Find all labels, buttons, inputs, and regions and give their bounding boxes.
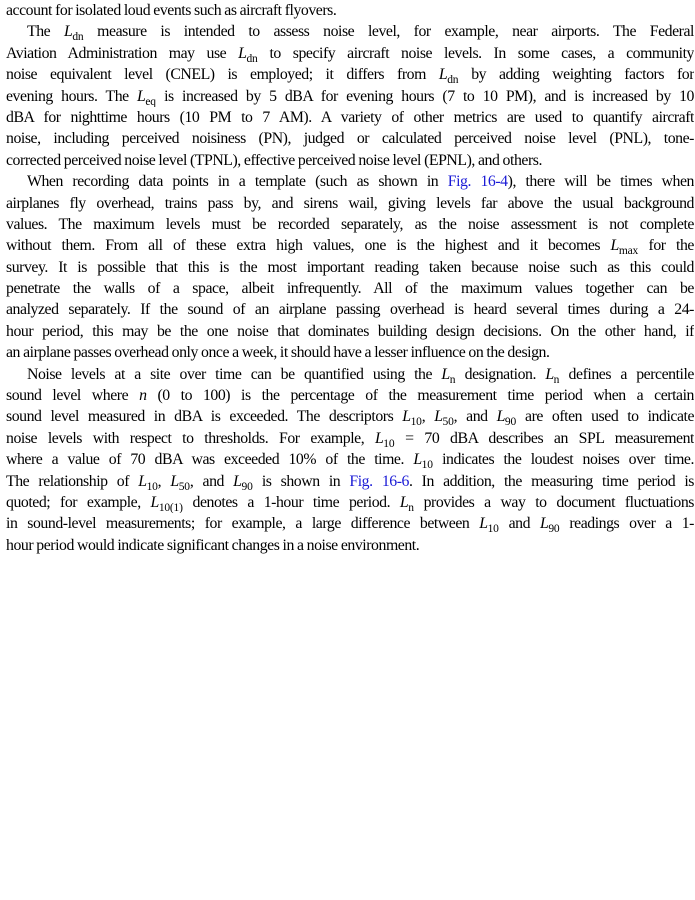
text-line: where a value of 70 dBA was exceeded 10% of the time. $L_{10}$ indicates the loudest noises over time. [6,451,694,471]
text-line: Noise levels at a site over time can be quantified using the $L_n$ designation. $L_n$ defines a percentile [27,365,694,386]
variable-symbol: $L_n$ [399,493,414,514]
text-line: sound level measured in dBA is exceeded. The descriptors $L_{10}$, $L_{50}$, and $L_{90}$ are often used to indicate [6,408,694,428]
text-line: analyzed separately. If the sound of an airplane passing overhead is heard several times during a 24- [6,301,694,319]
variable-symbol: $L_{90}$ [539,515,560,535]
variable-symbol: $L_{dn}$ [438,66,459,86]
variable-symbol: $L_{10}$ [413,451,433,471]
text-line: account for isolated loud events such as aircraft flyovers. [6,2,337,19]
variable-n: n [139,387,147,405]
text-line: Aviation Administration may use $L_{dn}$ to specify aircraft noise levels. In some cases, a community [6,44,694,65]
text-line: values. The maximum levels must be recorded separately, as the noise assessment is not complete [6,215,694,233]
variable-symbol: $L_{10}$ [374,429,395,450]
figure-link-16-4[interactable]: Fig. 16-4 [447,173,508,191]
text-line: evening hours. The $L_{eq}$ is increased by 5 dBA for evening hours (7 to 10 PM), and is increased by 10 [6,87,694,107]
paragraph-lmax [6,171,694,364]
variable-symbol: $L_n$ [441,365,456,386]
variable-symbol: $L_{50}$ [434,408,454,428]
text-line: in sound-level measurements; for example, a large difference between $L_{10}$ and $L_{90}$ readings over a 1- [6,515,694,535]
text-line: noise, including perceived noisiness (PN), judged or calculated perceived noise level (PNL), tone- [6,130,694,148]
figure-link-16-6[interactable]: Fig. 16-6 [349,472,409,490]
variable-symbol: $L_{10(1)}$ [150,493,183,514]
text-line: The relationship of $L_{10}$, $L_{50}$, and $L_{90}$ is shown in Fig. 16-6. In addition, the measuring time period is [6,472,694,492]
variable-symbol: $L_{10}$ [138,472,158,492]
text-line: hour period, this may be the one noise that dominates building design decisions. On the other hand, if [6,322,694,340]
variable-symbol: $L_{dn}$ [238,44,258,65]
variable-symbol: $L_n$ [545,365,560,386]
variable-symbol: $L_{10}$ [479,515,499,535]
variable-symbol: $L_{max}$ [610,237,639,257]
paragraph-ln [6,364,694,557]
text-line: corrected perceived noise level (TPNL), effective perceived noise level (EPNL), and others. [6,151,542,169]
text-line: an airplane passes overhead only once a week, it should have a lesser influence on the design. [6,344,550,362]
variable-symbol: $L_{90}$ [233,472,253,492]
variable-symbol: $L_{50}$ [170,472,190,492]
variable-symbol: $L_{90}$ [496,408,517,428]
text-line: without them. From all of these extra high values, one is the highest and it becomes $L_{max}$ for the [6,237,694,257]
paragraph-ldn [6,21,694,171]
variable-symbol: $L_{10}$ [402,408,422,428]
text-line: quoted; for example, $L_{10(1)}$ denotes a 1-hour time period. $L_n$ provides a way to document fluctuations [6,493,694,514]
variable-symbol: $L_{eq}$ [137,87,156,107]
paragraph-continuation [6,0,694,21]
text-line: noise equivalent level (CNEL) is employed; it differs from $L_{dn}$ by adding weighting factors for [6,66,694,86]
text-line: sound level where n (0 to 100) is the percentage of the measurement time period when a certain [6,387,694,405]
text-line: airplanes fly overhead, trains pass by, and sirens wail, giving levels far above the usual background [6,194,694,212]
text-line: penetrate the walls of a space, albeit infrequently. All of the maximum values together can be [6,280,694,298]
text-line: When recording data points in a template (such as shown in Fig. 16-4), there will be times when [27,173,694,191]
text-line: dBA for nighttime hours (10 PM to 7 AM). A variety of other metrics are used to quantify aircraft [6,108,694,126]
text-line: hour period would indicate significant changes in a noise environment. [6,536,420,554]
text-line: survey. It is possible that this is the most important reading taken because noise such as this could [6,258,694,276]
variable-symbol: $L_{dn}$ [63,23,84,43]
text-line: noise levels with respect to thresholds. For example, $L_{10} = 70$ dBA describes an SPL measurement [6,429,694,450]
text-line: The $L_{dn}$ measure is intended to assess noise level, for example, near airports. The Federal [27,23,694,43]
